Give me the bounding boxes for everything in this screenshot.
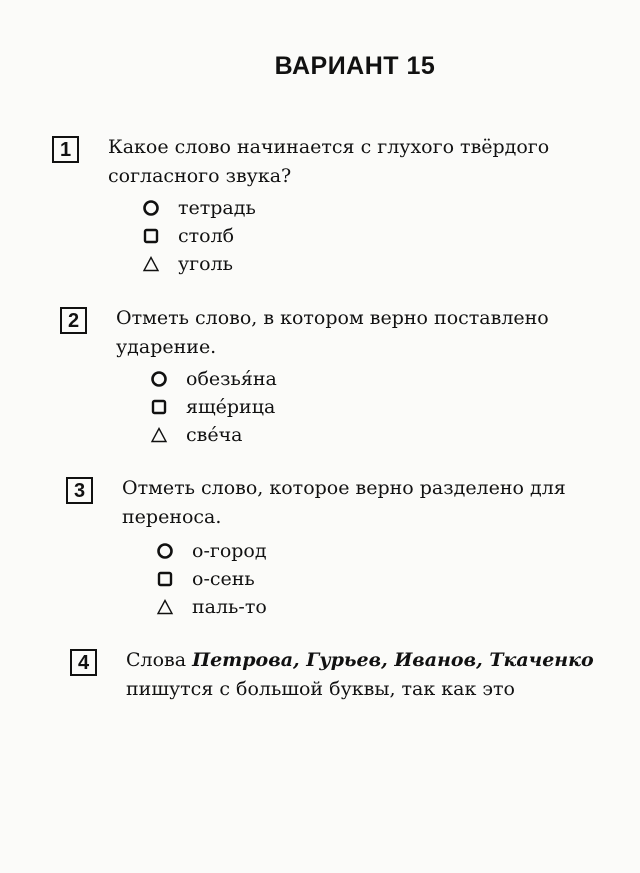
answer-options <box>150 365 277 449</box>
question-text: Какое слово начинается с глухого твёрдого согласного звука? <box>108 136 550 187</box>
question-number: 1 <box>52 136 79 163</box>
question-text: Отметь слово, в котором верно поставлено ударение. <box>116 307 549 358</box>
square-icon[interactable] <box>156 570 174 588</box>
answer-option[interactable] <box>156 565 267 593</box>
triangle-icon[interactable] <box>156 598 174 616</box>
answer-options <box>156 537 267 621</box>
page-title: ВАРИАНТ 15 <box>274 52 436 80</box>
option-label: уголь <box>178 253 233 275</box>
question-number: 4 <box>70 649 97 676</box>
square-icon[interactable] <box>150 398 168 416</box>
square-icon[interactable] <box>142 227 160 245</box>
answer-option[interactable] <box>142 250 256 278</box>
option-label: о-город <box>192 540 267 562</box>
option-label: о-сень <box>192 568 255 590</box>
answer-options <box>142 194 256 278</box>
option-label: обезья́на <box>186 368 277 390</box>
option-label: тетрадь <box>178 197 256 219</box>
option-label: паль-то <box>192 596 267 618</box>
question-number: 3 <box>66 477 93 504</box>
triangle-icon[interactable] <box>150 426 168 444</box>
answer-option[interactable] <box>142 222 256 250</box>
question-text-start: Слова <box>126 649 193 671</box>
answer-option[interactable] <box>150 421 277 449</box>
option-label: све́ча <box>186 424 243 446</box>
question-text <box>126 646 616 704</box>
circle-icon[interactable] <box>142 199 160 217</box>
triangle-icon[interactable] <box>142 255 160 273</box>
answer-option[interactable] <box>142 194 256 222</box>
circle-icon[interactable] <box>156 542 174 560</box>
option-label: яще́рица <box>186 396 276 418</box>
answer-option[interactable] <box>150 393 277 421</box>
answer-option[interactable] <box>156 537 267 565</box>
highlighted-names: Петрова, Гурьев, Иванов, Ткаченко <box>192 649 594 671</box>
question-text: Отметь слово, которое верно разделено для переноса. <box>122 477 566 528</box>
answer-option[interactable] <box>150 365 277 393</box>
question-text-end: пишутся с большой буквы, так как это <box>126 678 515 700</box>
option-label: столб <box>178 225 235 247</box>
question-number: 2 <box>60 307 87 334</box>
answer-option[interactable] <box>156 593 267 621</box>
circle-icon[interactable] <box>150 370 168 388</box>
